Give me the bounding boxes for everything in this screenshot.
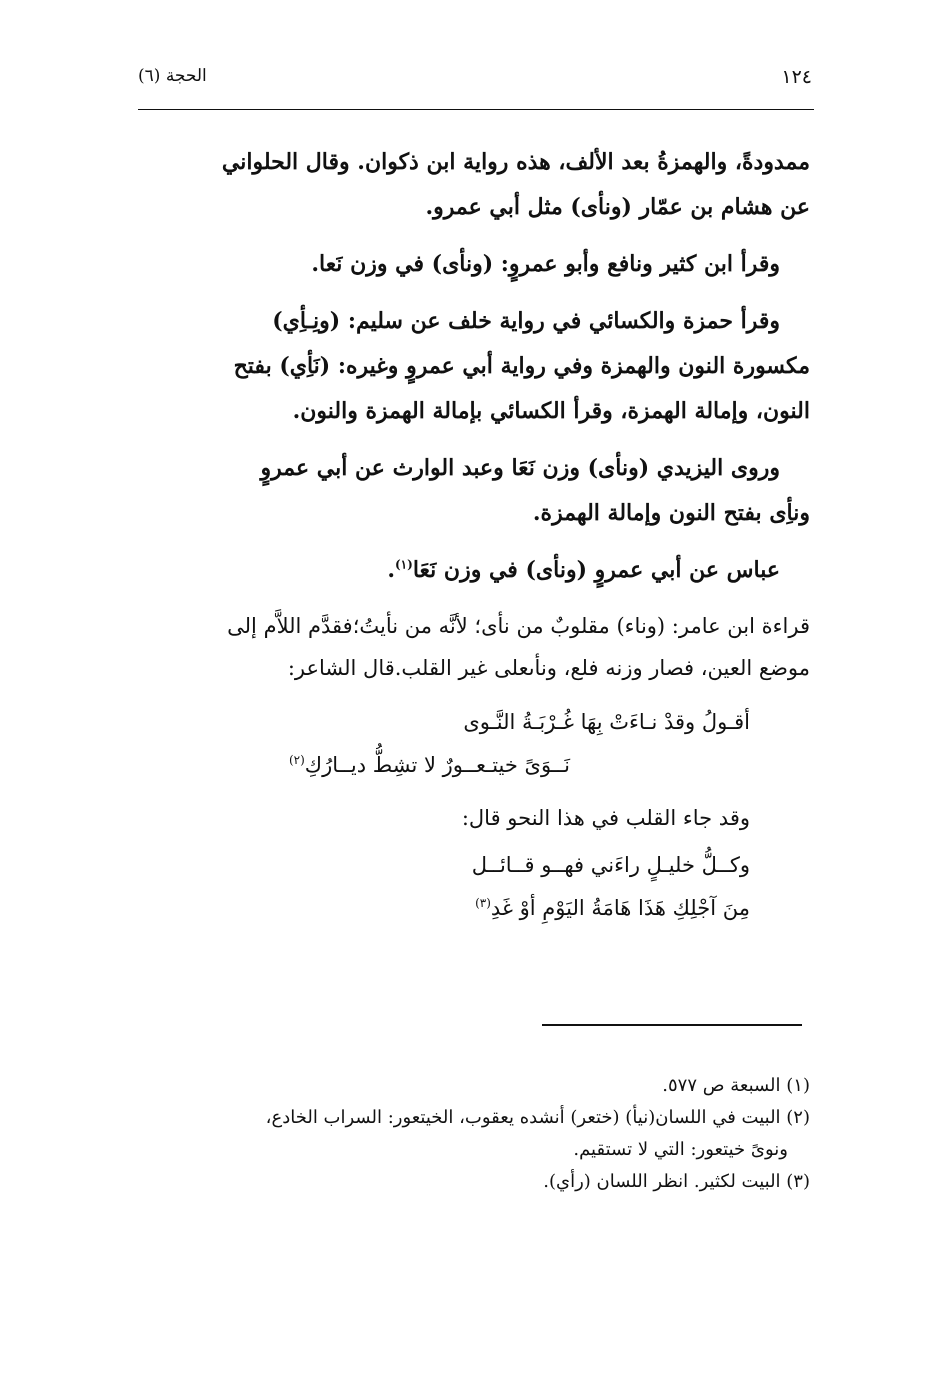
p4-line-1: وروى اليزيدي (ونأى) وزن نَعَا وعبد الوارث عن أبي عمروٍ (260, 455, 780, 481)
verse-1-text: نَــوَىً خيتـعــورٌ لا تشِطُّ ديــارُكِ (304, 753, 570, 777)
p3-line-3: النون، وإمالة الهمزة، وقرأ الكسائي بإمالة الهمزة والنون. (292, 398, 810, 424)
verse-2-text: مِنَ آجْلِكِ هَذَا هَامَةُ اليَوْمِ أوْ غَدِ (490, 896, 750, 920)
main-text (138, 140, 810, 930)
paragraph-1 (138, 140, 810, 230)
running-title: الحجة (٦) (138, 66, 207, 86)
footnote-separator (542, 1024, 802, 1026)
paragraph-4 (138, 446, 810, 536)
paragraph-5 (138, 548, 810, 593)
p4-line-2: ونأِى بفتح النون وإمالة الهمزة. (532, 500, 810, 526)
footnote-ref-1: (١) (394, 557, 413, 572)
p6-line-1: قراءة ابن عامر: (وناء) مقلوبٌ من نأى؛ لأنَّه من نأيتُ؛فقدَّم اللاَّم إلى (227, 614, 810, 638)
verse-2-hemistich-2 (138, 887, 810, 930)
verse-1-hemistich-1: أقـولُ وقدْ نـاءَتْ بِهَا غُـرْبَـةُ النَّـوى (463, 710, 750, 734)
footnote-3: (٣) البيت لكثير. انظر اللسان (رأي). (543, 1171, 810, 1192)
header-rule (138, 109, 814, 110)
verse-2-hemistich-1: وكــلُّ خليـلٍ راءَني فهــو قــائــل (471, 853, 750, 877)
footnote-ref-2: (٢) (288, 753, 305, 767)
paragraph-2 (138, 242, 810, 287)
paragraph-3 (138, 299, 810, 434)
p1-line-1: ممدودةً، والهمزةُ بعد الألف، هذه رواية ابن ذكوان. وقال الحلواني (221, 149, 810, 175)
verse-1-hemistich-2 (138, 744, 810, 787)
footnote-1: (١) السبعة ص ٥٧٧. (662, 1075, 810, 1096)
p6-line-2: موضع العين، فصار وزنه فلع، ونأىعلى غير القلب.قال الشاعر: (287, 656, 810, 680)
footnotes (138, 1070, 810, 1198)
paragraph-6 (138, 605, 810, 689)
footnote-2-line-1: (٢) البيت في اللسان(نيأ) (ختعر) أنشده يعقوب، الخيتعور: السراب الخادع، (265, 1107, 810, 1128)
page-number: ١٢٤ (781, 66, 812, 88)
p2-line: وقرأ ابن كثير ونافع وأبو عمروٍ: (ونأى) في وزن نَعا. (311, 251, 780, 277)
page-header (138, 62, 812, 98)
p5-end: . (387, 557, 395, 583)
p3-line-2: مكسورة النون والهمزة وفي رواية أبي عمروٍ وغيره: (نَأِي) بفتح (233, 353, 810, 379)
footnote-ref-3: (٣) (475, 896, 491, 910)
verse-2-intro: وقد جاء القلب في هذا النحو قال: (461, 806, 750, 830)
p3-line-1: وقرأ حمزة والكسائي في رواية خلف عن سليم: (ونِـأِي) (272, 308, 780, 334)
footnote-2-line-2: ونوىً خيتعور: التي لا تستقيم. (573, 1139, 788, 1160)
p1-line-2: عن هشام بن عمّار (ونأى) مثل أبي عمرو. (425, 194, 810, 220)
p5-line: عباس عن أبي عمروٍ (ونأى) في وزن نَعَا (412, 557, 780, 583)
